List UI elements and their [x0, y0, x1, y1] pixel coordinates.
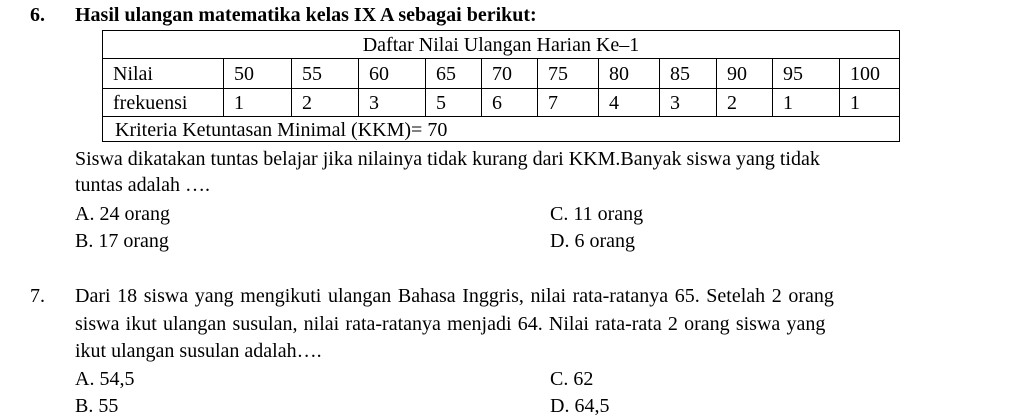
question-7-line-2: siswa ikut ulangan susulan, nilai rata-ratanya menjadi 64. Nilai rata-rata 2 orang siswa yang: [75, 313, 826, 335]
table-cell: 7: [537, 89, 598, 116]
row-header-frekuensi: frekuensi: [113, 91, 188, 114]
table-cell: 2: [291, 89, 358, 116]
question-7-option-d[interactable]: D. 64,5: [550, 395, 610, 417]
question-7-number: 7.: [30, 285, 45, 307]
table-row-nilai: [103, 59, 899, 89]
question-6-option-b[interactable]: B. 17 orang: [75, 230, 169, 252]
table-cell: 3: [659, 89, 716, 116]
table-cell: 6: [481, 89, 537, 116]
question-7-line-3: ikut ulangan susulan adalah….: [75, 340, 322, 362]
question-7-option-b[interactable]: B. 55: [75, 395, 119, 417]
table-cell: 80: [598, 59, 659, 88]
table-cell: 3: [358, 89, 425, 116]
table-cell: 4: [598, 89, 659, 116]
question-6-option-c[interactable]: C. 11 orang: [550, 203, 644, 225]
question-7-line-1: Dari 18 siswa yang mengikuti ulangan Bahasa Inggris, nilai rata-ratanya 65. Setelah 2 orang: [75, 285, 834, 307]
table-cell: 50: [223, 59, 291, 88]
table-cell: 70: [481, 59, 537, 88]
table-cell: 95: [772, 59, 839, 88]
question-7-option-c[interactable]: C. 62: [550, 368, 594, 390]
question-6-prompt: Hasil ulangan matematika kelas IX A sebagai berikut:: [75, 4, 537, 26]
question-6-number: 6.: [30, 4, 45, 26]
table-title: Daftar Nilai Ulangan Harian Ke–1: [362, 33, 640, 56]
table-cell: 1: [839, 89, 899, 116]
row-header-nilai: Nilai: [113, 62, 153, 85]
table-cell: 75: [537, 59, 598, 88]
table-cell: 2: [716, 89, 772, 116]
table-title-row: [103, 31, 899, 59]
question-6-text-line-1: Siswa dikatakan tuntas belajar jika nilainya tidak kurang dari KKM.Banyak siswa yang tidak: [75, 148, 820, 170]
table-row-kkm: [103, 117, 899, 143]
table-cell: 90: [716, 59, 772, 88]
table-cell: 65: [425, 59, 481, 88]
score-table: [102, 30, 900, 142]
table-row-frekuensi: [103, 89, 899, 117]
table-cell: 1: [772, 89, 839, 116]
table-cell: 60: [358, 59, 425, 88]
question-6-option-a[interactable]: A. 24 orang: [75, 203, 170, 225]
table-cell: 5: [425, 89, 481, 116]
table-cell: 1: [223, 89, 291, 116]
question-7-option-a[interactable]: A. 54,5: [75, 368, 135, 390]
table-cell: 100: [839, 59, 899, 88]
kkm-label: Kriteria Ketuntasan Minimal (KKM)= 70: [115, 119, 448, 141]
table-cell: 85: [659, 59, 716, 88]
question-6-text-line-2: tuntas adalah ….: [75, 174, 210, 196]
question-6-option-d[interactable]: D. 6 orang: [550, 230, 635, 252]
table-cell: 55: [291, 59, 358, 88]
